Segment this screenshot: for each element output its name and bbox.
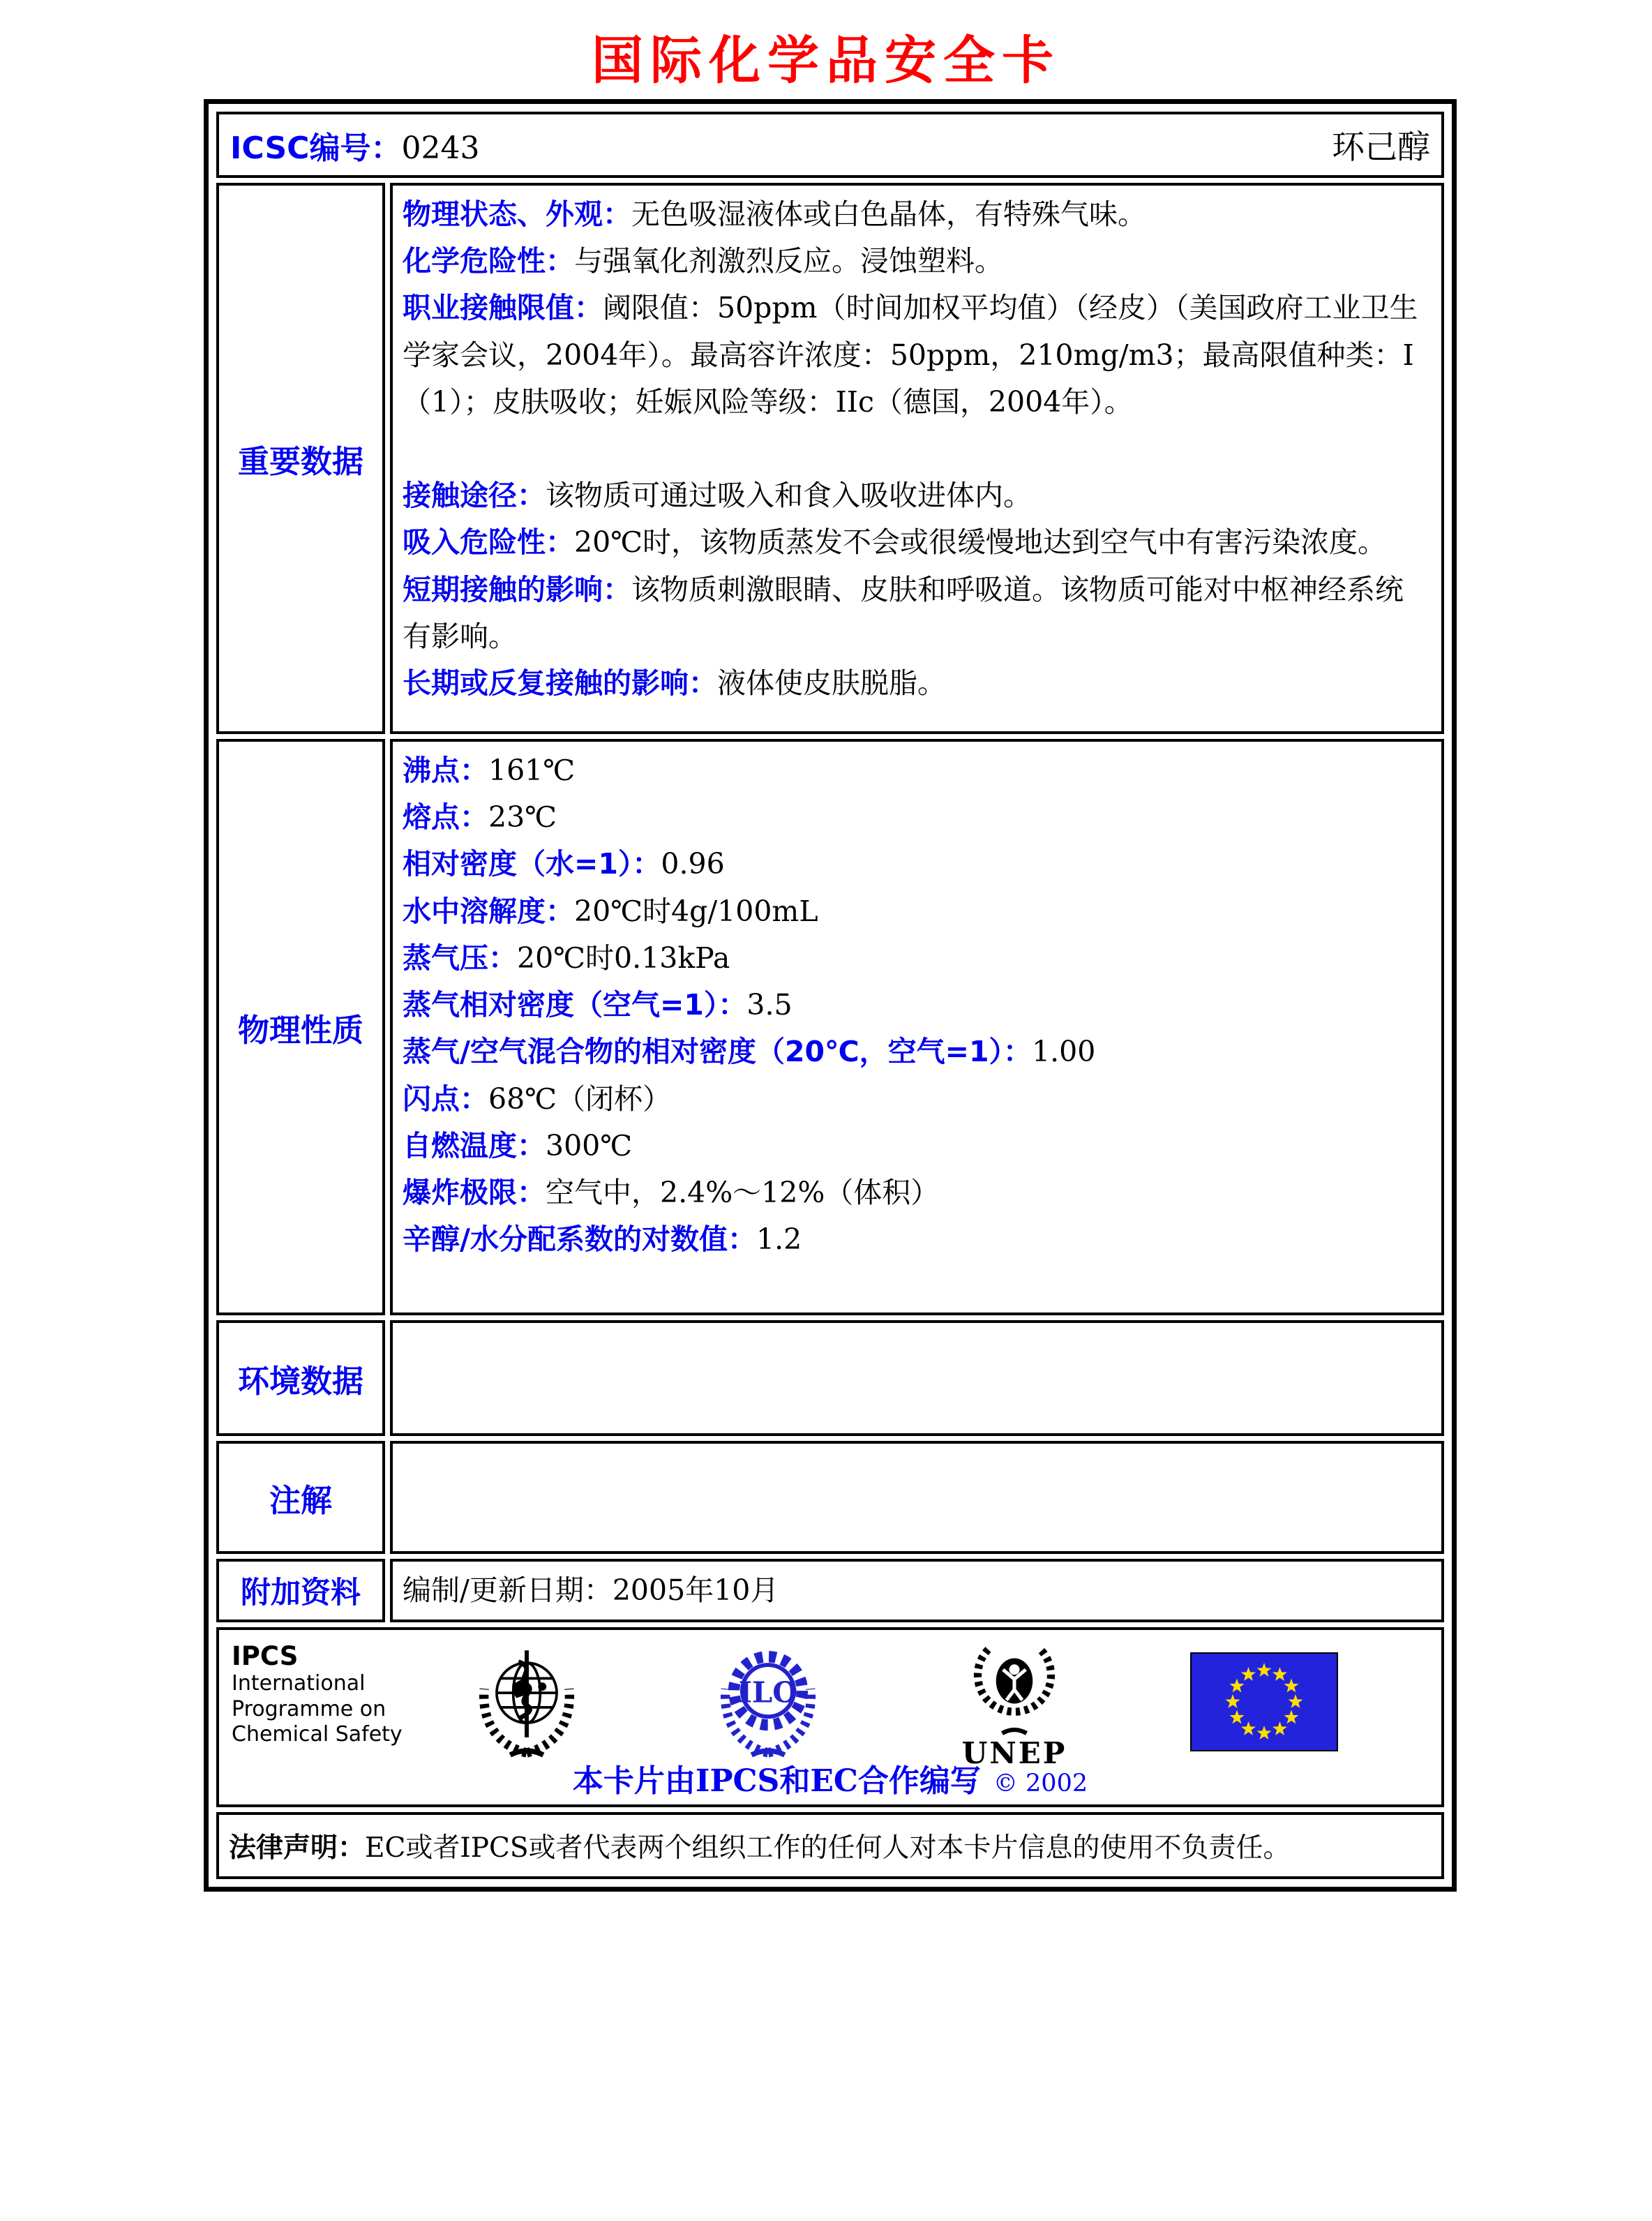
icsc-number-label: ICSC编号： [230, 130, 402, 166]
data-item [403, 238, 1430, 285]
item-value: 23℃ [488, 800, 557, 835]
section-label-physical-properties: 物理性质 [216, 739, 385, 1315]
item-value: 68℃（闭杯） [488, 1082, 672, 1116]
property-item [403, 935, 1430, 982]
item-value: 20℃时4g/100mL [574, 894, 818, 928]
property-item [403, 888, 1430, 935]
property-item [403, 1029, 1430, 1075]
item-label: 吸入危险性： [403, 525, 574, 560]
item-value: 该物质刺激眼睛、皮肤和呼吸道。该物质可能对中枢神经系统有影响。 [403, 572, 1404, 653]
item-label: 水中溶解度： [403, 894, 574, 928]
property-item [403, 1169, 1430, 1216]
disclaimer-label: 法律声明： [229, 1832, 366, 1864]
unep-logo-block [948, 1636, 1081, 1770]
item-value: 0.96 [661, 847, 725, 881]
section-label-additional-info: 附加资料 [216, 1559, 385, 1622]
item-value: 20℃时0.13kPa [517, 941, 730, 975]
ipcs-logo-text: IPCS International Programme on Chemical Safety [232, 1641, 403, 1747]
item-label: 辛醇/水分配系数的对数值： [403, 1222, 756, 1257]
item-label: 短期接触的影响： [403, 572, 631, 606]
section-content-environmental-data [390, 1320, 1444, 1436]
item-label: 自燃温度： [403, 1128, 546, 1162]
ilo-logo-icon [706, 1637, 830, 1761]
blank-line [403, 426, 1430, 472]
caption-text: 本卡片由IPCS和EC合作编写 [572, 1763, 981, 1800]
section-label-notes: 注解 [216, 1441, 385, 1554]
data-item [403, 660, 1430, 707]
item-label: 相对密度（水=1）： [403, 847, 661, 881]
item-label: 蒸气相对密度（空气=1）： [403, 988, 747, 1022]
property-item [403, 1216, 1430, 1263]
property-item [403, 1123, 1430, 1169]
section-label-environmental-data: 环境数据 [216, 1320, 385, 1436]
section-content-important-data [390, 183, 1444, 734]
item-label: 爆炸极限： [403, 1176, 546, 1210]
eu-flag-icon [1190, 1652, 1338, 1751]
property-item [403, 982, 1430, 1029]
item-value: 空气中，2.4%～12%（体积） [546, 1176, 940, 1210]
item-value: 1.2 [756, 1222, 802, 1257]
footer-caption [219, 1756, 1441, 1800]
item-label: 职业接触限值： [403, 291, 603, 325]
icsc-number-value: 0243 [401, 130, 480, 166]
property-item [403, 747, 1430, 794]
header-row [216, 112, 1444, 178]
disclaimer-text: EC或者IPCS或者代表两个组织工作的任何人对本卡片信息的使用不负责任。 [365, 1832, 1291, 1864]
property-item [403, 1076, 1430, 1123]
item-value: 3.5 [746, 988, 793, 1022]
unep-logo-icon [962, 1636, 1067, 1740]
item-label: 物理状态、外观： [403, 197, 631, 231]
data-item [403, 519, 1430, 566]
section-content-additional-info: 编制/更新日期：2005年10月 [390, 1559, 1444, 1622]
property-item [403, 794, 1430, 841]
data-item [403, 472, 1430, 519]
icsc-number-group [230, 123, 479, 167]
item-label: 化学危险性： [403, 244, 574, 278]
item-label: 蒸气压： [403, 941, 517, 975]
unep-label: UNEP [961, 1736, 1067, 1771]
who-logo-icon [465, 1637, 589, 1761]
item-label: 蒸气/空气混合物的相对密度（20℃，空气=1）： [403, 1035, 1032, 1069]
data-item [403, 567, 1430, 660]
item-value: 161℃ [488, 754, 576, 787]
item-value: 阈限值：50ppm（时间加权平均值）（经皮）（美国政府工业卫生学家会议，2004年）。最高容许浓度：50ppm，210mg/m3；最高限值种类：I（1）；皮肤吸收；妊娠风险等级：IIc（德国，2004年）。 [403, 291, 1418, 419]
logos-row [216, 1627, 1444, 1807]
item-value: 液体使皮肤脱脂。 [717, 666, 946, 701]
icsc-card [204, 99, 1457, 1892]
ipcs-title: IPCS [232, 1641, 299, 1672]
item-value: 20℃时，该物质蒸发不会或很缓慢地达到空气中有害污染浓度。 [574, 525, 1387, 560]
item-label: 熔点： [403, 800, 488, 835]
data-item [403, 285, 1430, 426]
item-value: 与强氧化剂激烈反应。浸蚀塑料。 [574, 244, 1003, 278]
item-label: 长期或反复接触的影响： [403, 666, 717, 701]
property-item [403, 841, 1430, 888]
icsc-table [211, 107, 1449, 1884]
item-label: 闪点： [403, 1082, 488, 1116]
item-value: 1.00 [1032, 1035, 1096, 1069]
ilo-letters: ILO [738, 1675, 798, 1710]
item-value: 300℃ [546, 1128, 633, 1162]
section-content-notes [390, 1441, 1444, 1554]
item-label: 沸点： [403, 754, 488, 787]
item-value: 该物质可通过吸入和食入吸收进体内。 [546, 479, 1032, 513]
data-item [403, 191, 1430, 238]
chemical-name: 环己醇 [1332, 128, 1430, 167]
disclaimer-row [216, 1812, 1444, 1879]
page-title: 国际化学品安全卡 [592, 31, 1060, 91]
section-content-physical-properties [390, 739, 1444, 1315]
copyright-text: © 2002 [993, 1770, 1088, 1798]
section-label-important-data: 重要数据 [216, 183, 385, 734]
item-label: 接触途径： [403, 479, 546, 513]
item-value: 无色吸湿液体或白色晶体，有特殊气味。 [631, 197, 1146, 231]
